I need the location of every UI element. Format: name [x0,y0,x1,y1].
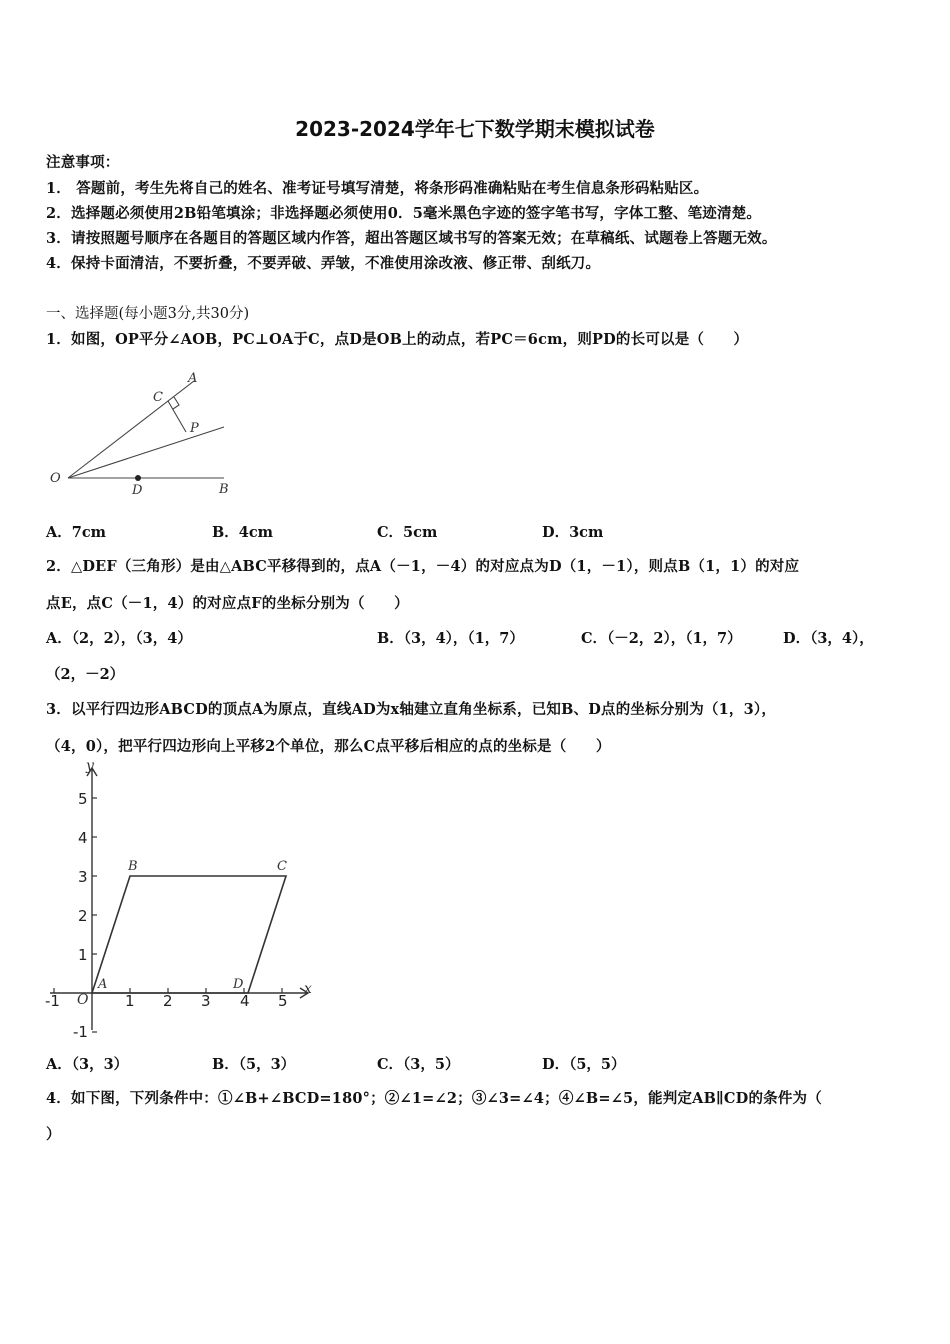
q4-stem-line2: ） [46,1126,61,1143]
label-b: B [219,482,229,497]
page-title: 2023-2024学年七下数学期末模拟试卷 [295,117,655,141]
ray-oa [68,381,194,478]
notice-heading: 注意事项： [46,154,120,171]
axis-y-label: y [86,760,94,774]
y-tick-neg1: -1 [73,1023,88,1041]
notice-item: 4．保持卡面清洁，不要折叠，不要弄破、弄皱，不准使用涂改液、修正带、刮纸刀。 [46,255,601,272]
q2-option-d-cont: （2，－2） [46,666,125,683]
x-tick-5: 5 [278,992,288,1010]
x-tick-4: 4 [240,992,250,1010]
label-d: D [132,483,143,498]
parallelogram-abcd [92,876,286,993]
point-d [135,475,141,481]
q3-option-c[interactable]: C．（3，5） [377,1056,460,1073]
y-tick-3: 3 [78,868,88,886]
q2-option-d[interactable]: D．（3，4）， [783,630,874,647]
axis-x-label: x [304,981,312,997]
point-d-label: D [233,977,244,992]
q1-figure [44,366,244,501]
notice-item: 2．选择题必须使用2B铅笔填涂；非选择题必须使用0．5毫米黑色字迹的签字笔书写，字体工整、笔迹清楚。 [46,205,762,222]
origin-label: O [77,992,89,1008]
point-c-label: C [277,859,287,874]
q3-stem-line2: （4，0），把平行四边形向上平移2个单位，那么C点平移后相应的点的坐标是（ ） [46,738,611,755]
ray-op [68,427,224,478]
x-tick-2: 2 [163,992,173,1010]
segment-pc [168,401,186,432]
q3-option-a[interactable]: A．（3，3） [46,1056,129,1073]
q3-figure [40,760,330,1045]
section-heading: 一、选择题(每小题3分,共30分) [46,306,250,322]
x-tick-neg1: -1 [45,992,60,1010]
q3-option-d[interactable]: D．（5，5） [542,1056,626,1073]
q1-option-a[interactable]: A．7cm [46,524,107,541]
point-a-label: A [98,977,108,992]
y-tick-2: 2 [78,907,88,925]
q2-stem-line2: 点E，点C（－1，4）的对应点F的坐标分别为（ ） [46,595,409,612]
label-a: A [188,371,198,386]
label-c: C [153,390,163,405]
q1-option-d[interactable]: D．3cm [542,524,604,541]
q2-option-a[interactable]: A．（2，2），（3，4） [46,630,192,647]
q1-option-c[interactable]: C．5cm [377,524,438,541]
right-angle-mark [173,397,179,409]
point-b-label: B [128,859,138,874]
y-tick-1: 1 [78,946,88,964]
q3-option-b[interactable]: B．（5，3） [212,1056,296,1073]
x-tick-1: 1 [125,992,135,1010]
q4-stem-line1: 4．如下图，下列条件中：①∠B+∠BCD=180°；②∠1=∠2；③∠3=∠4；④∠B=∠5，能判定AB∥CD的条件为（ [46,1090,822,1107]
notice-item: 3．请按照题号顺序在各题目的答题区域内作答，超出答题区域书写的答案无效；在草稿纸、试题卷上答题无效。 [46,230,777,247]
y-tick-4: 4 [78,829,88,847]
q2-option-c[interactable]: C．（－2，2），（1，7） [581,630,742,647]
label-o: O [50,471,61,486]
q2-stem-line1: 2．△DEF（三角形）是由△ABC平移得到的，点A（－1，－4）的对应点为D（1，－1），则点B（1，1）的对应 [46,558,800,575]
label-p: P [190,421,199,436]
x-tick-3: 3 [201,992,211,1010]
q2-option-b[interactable]: B．（3，4），（1，7） [377,630,524,647]
q1-stem: 1．如图，OP平分∠AOB，PC⊥OA于C，点D是OB上的动点，若PC＝6cm，则PD的长可以是（ ） [46,331,749,348]
q1-option-b[interactable]: B．4cm [212,524,274,541]
notice-item: 1． 答题前，考生先将自己的姓名、准考证号填写清楚，将条形码准确粘贴在考生信息条形码粘贴区。 [46,180,709,197]
q3-stem-line1: 3．以平行四边形ABCD的顶点A为原点，直线AD为x轴建立直角坐标系，已知B、D点的坐标分别为（1，3）， [46,701,777,718]
y-tick-5: 5 [78,790,88,808]
